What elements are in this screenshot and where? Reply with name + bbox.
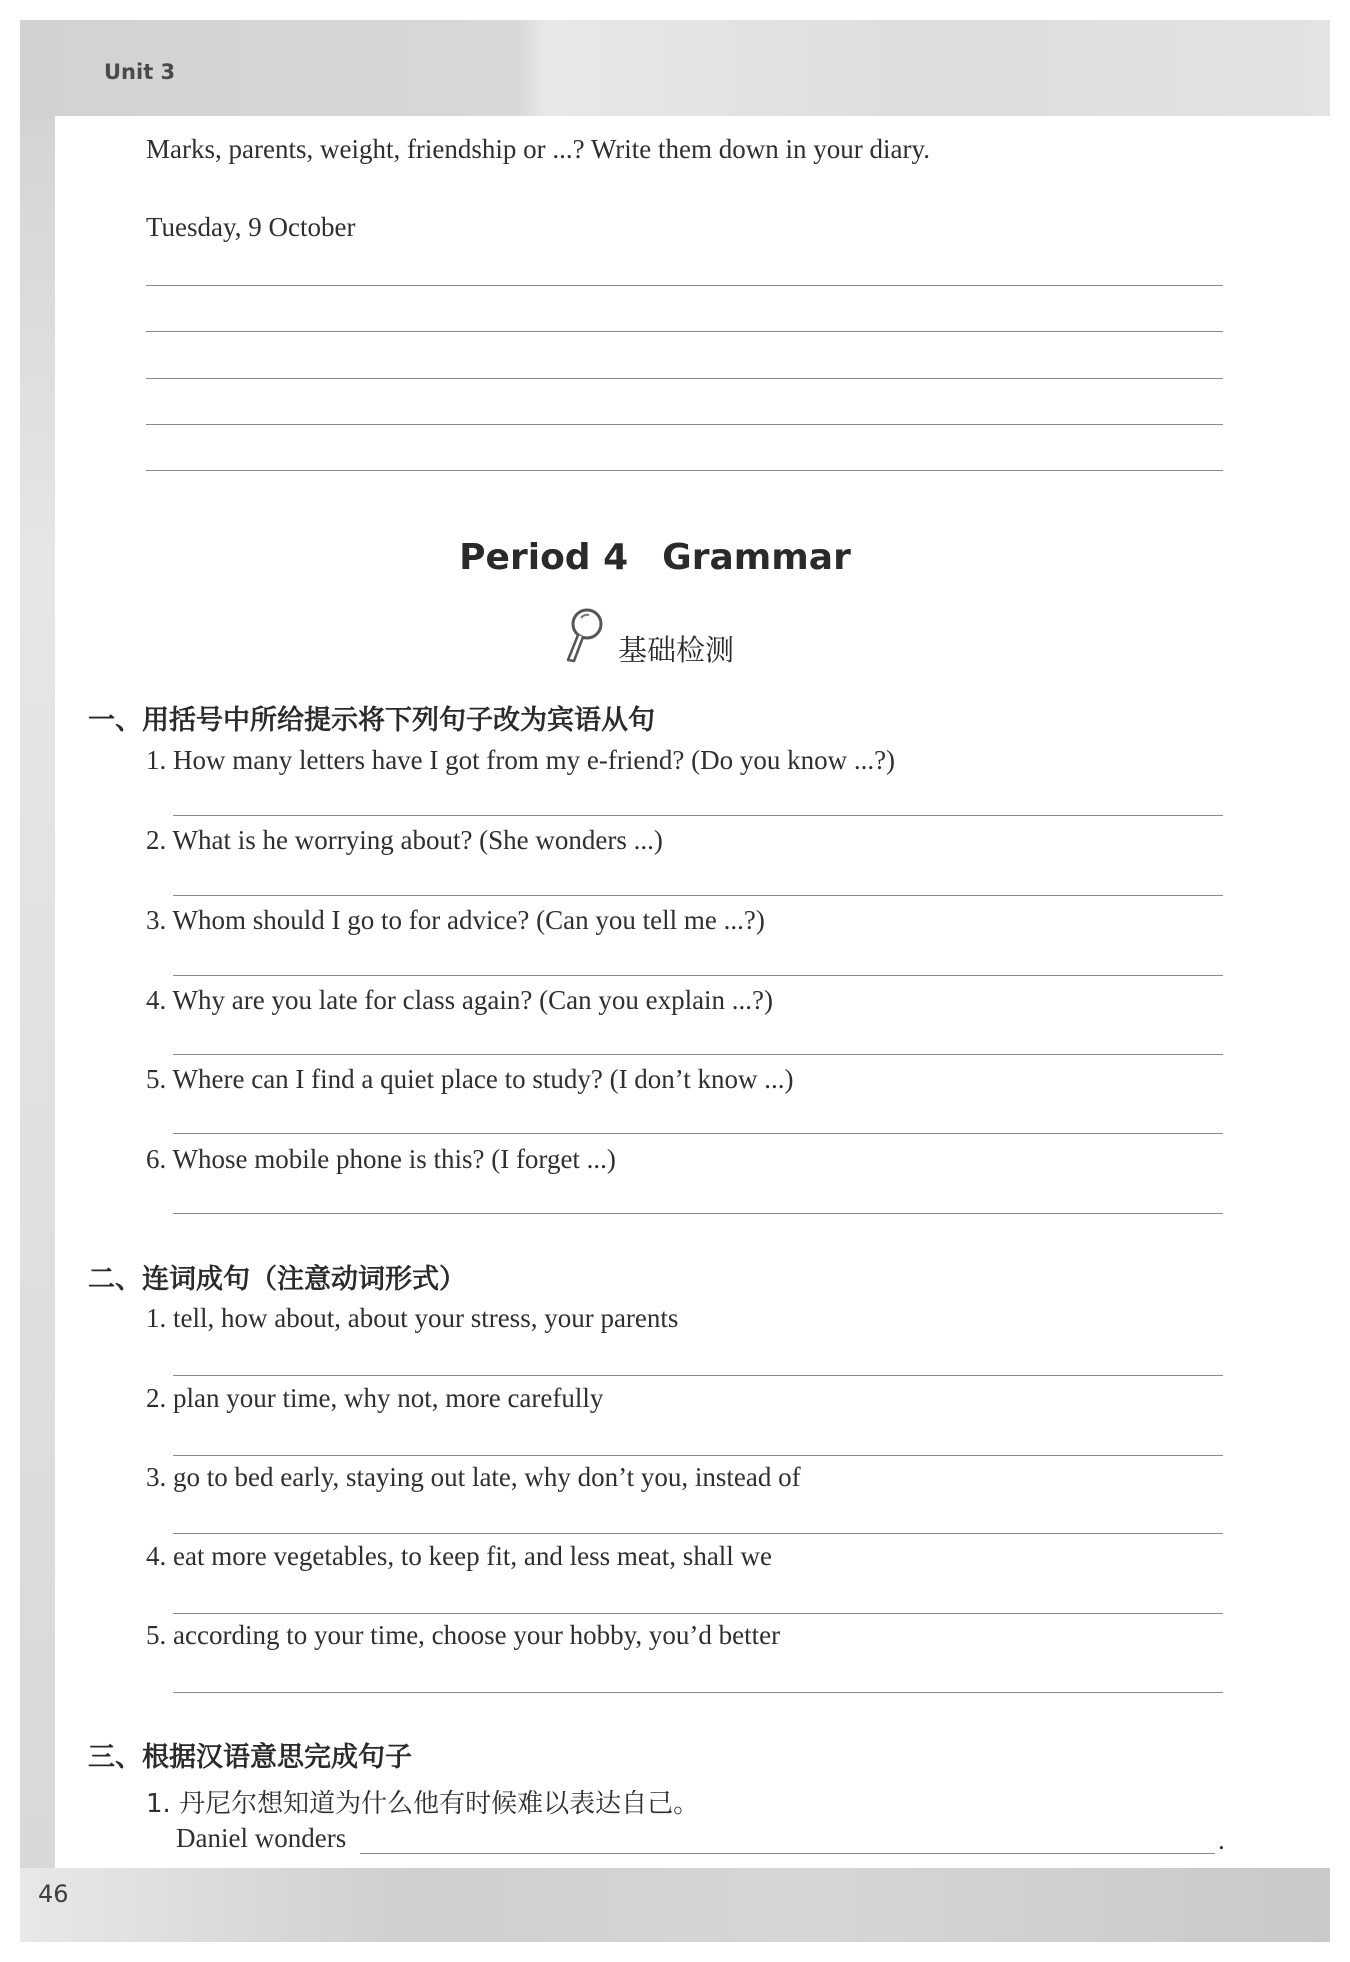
- section2-item: 5. according to your time, choose your hobby, you’d better: [146, 1620, 781, 1650]
- sentence-end-period: .: [1218, 1825, 1225, 1855]
- answer-line[interactable]: [173, 1133, 1223, 1134]
- magnifier-icon: [560, 606, 610, 666]
- section3-item-chinese: 1. 丹尼尔想知道为什么他有时候难以表达自己。: [146, 1789, 700, 1819]
- section2-item: 1. tell, how about, about your stress, your parents: [146, 1303, 679, 1333]
- diary-writing-line[interactable]: [146, 470, 1223, 471]
- subheading-label: 基础检测: [618, 633, 735, 667]
- answer-line[interactable]: [173, 895, 1223, 896]
- diary-prompt: Marks, parents, weight, friendship or ...? Write them down in your diary.: [146, 134, 930, 164]
- answer-line[interactable]: [173, 1533, 1223, 1534]
- footer-band: [20, 1868, 1330, 1942]
- diary-writing-line[interactable]: [146, 378, 1223, 379]
- section1-item: 3. Whom should I go to for advice? (Can you tell me ...?): [146, 905, 765, 935]
- answer-line[interactable]: [173, 815, 1223, 816]
- section2-item: 4. eat more vegetables, to keep fit, and less meat, shall we: [146, 1541, 773, 1571]
- section1-heading: 一、用括号中所给提示将下列句子改为宾语从句: [88, 705, 655, 736]
- section3-item-english-start: Daniel wonders: [176, 1823, 347, 1853]
- section2-heading: 二、连词成句（注意动词形式）: [88, 1264, 466, 1295]
- section1-item: 1. How many letters have I got from my e-friend? (Do you know ...?): [146, 745, 896, 775]
- period-title: [0, 537, 1310, 578]
- section1-item: 5. Where can I find a quiet place to study? (I don’t know ...): [146, 1064, 794, 1094]
- page-number: 46: [38, 1880, 69, 1908]
- answer-line[interactable]: [173, 1375, 1223, 1376]
- diary-date: Tuesday, 9 October: [146, 212, 356, 242]
- section3-heading: 三、根据汉语意思完成句子: [88, 1742, 412, 1773]
- section1-item: 6. Whose mobile phone is this? (I forget ...): [146, 1144, 616, 1174]
- section1-item: 2. What is he worrying about? (She wonders ...): [146, 825, 663, 855]
- header-band: [20, 20, 1330, 120]
- period-topic: Grammar: [662, 537, 851, 578]
- answer-line[interactable]: [173, 1213, 1223, 1214]
- unit-label: Unit 3: [104, 60, 176, 84]
- answer-line[interactable]: [173, 1692, 1223, 1693]
- answer-line[interactable]: [173, 1455, 1223, 1456]
- answer-line[interactable]: [173, 1054, 1223, 1055]
- section2-item: 2. plan your time, why not, more carefully: [146, 1383, 604, 1413]
- section1-item: 4. Why are you late for class again? (Can you explain ...?): [146, 985, 774, 1015]
- left-margin-band: [20, 120, 56, 1870]
- diary-writing-line[interactable]: [146, 285, 1223, 286]
- diary-writing-line[interactable]: [146, 331, 1223, 332]
- period-number: Period 4: [459, 537, 629, 578]
- answer-line[interactable]: [173, 975, 1223, 976]
- section2-item: 3. go to bed early, staying out late, why don’t you, instead of: [146, 1462, 801, 1492]
- diary-writing-line[interactable]: [146, 424, 1223, 425]
- answer-line[interactable]: [360, 1853, 1215, 1854]
- answer-line[interactable]: [173, 1613, 1223, 1614]
